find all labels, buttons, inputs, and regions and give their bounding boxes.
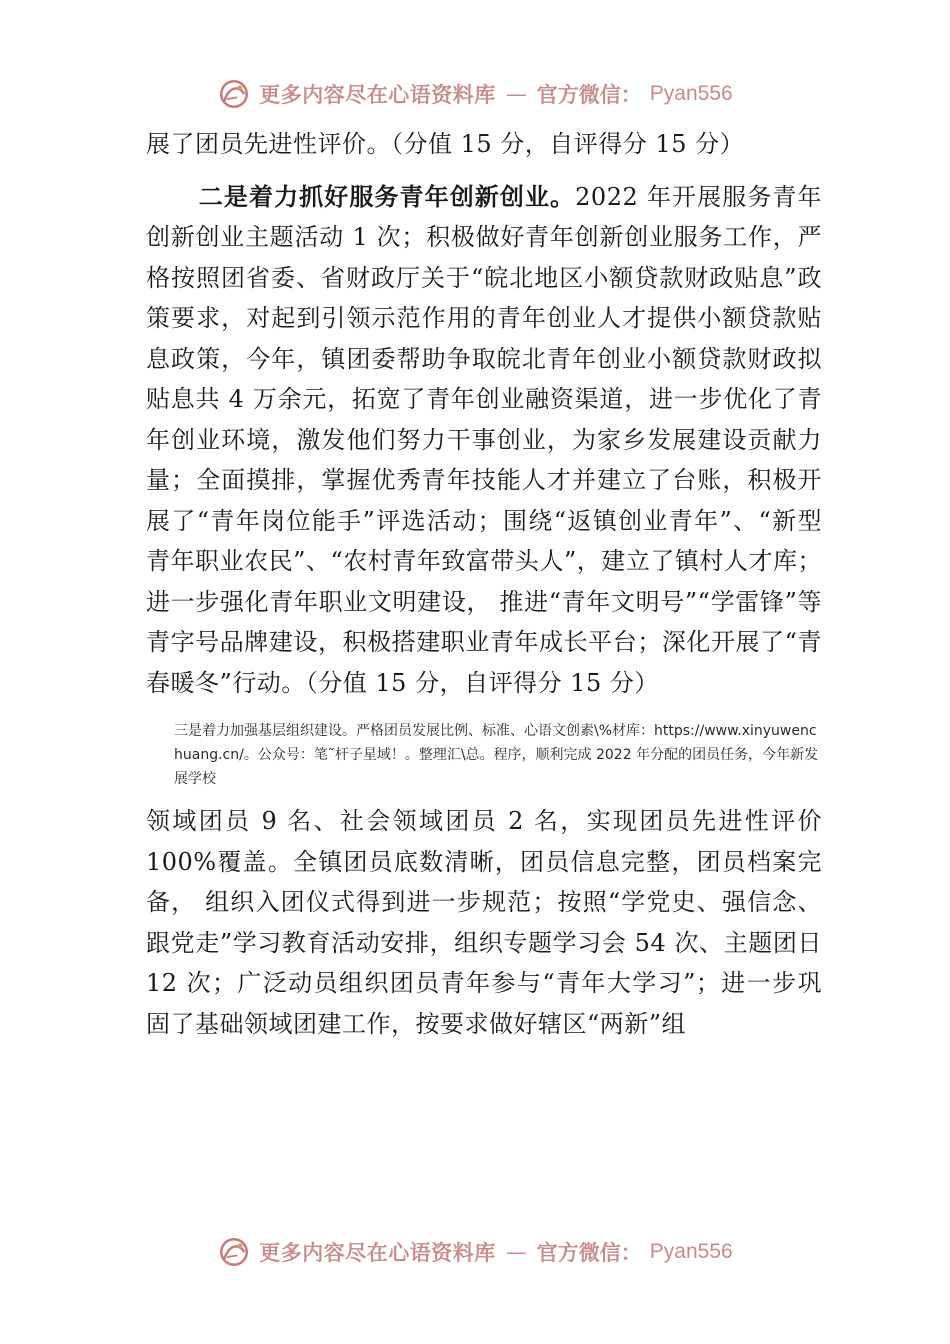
paragraph-2-lead: 二是着力抓好服务青年创新创业。 [198, 181, 576, 211]
document-body [146, 124, 822, 1044]
paragraph-3: 领域团员 9 名、社会领域团员 2 名，实现团员先进性评价 100%覆盖。全镇团员底数清晰，团员信息完整，团员档案完备， 组织入团仪式得到进一步规范；按照“学党史、强信念、跟党走”学习教育活动安排，组织专题学习会 54 次、主题团日 12 次；广泛动员组织团员青年参与“青年大学习”；进一步巩固了基础领域团建工作，按要求做好辖区“两新”组 [146, 807, 822, 1038]
watermark-wechat-id: Pyan556 [649, 82, 733, 105]
watermark-dash: — [505, 1240, 527, 1264]
paragraph-2-body: 2022 年开展服务青年创新创业主题活动 1 次；积极做好青年创新创业服务工作，严格按照团省委、省财政厅关于“皖北地区小额贷款财政贴息”政策要求，对起到引领示范作用的青年创业人才提供小额贷款贴息政策，今年，镇团委帮助争取皖北青年创业小额贷款财政拟贴息共 4 万余元，拓宽了青年创业融资渠道，进一步优化了青年创业环境，激发他们努力干事创业，为家乡发展建设贡献力量；全面摸排，掌握优秀青年技能人才并建立了台账，积极开展了“青年岗位能手”评选活动；围绕“返镇创业青年”、“新型青年职业农民”、“农村青年致富带头人”，建立了镇村人才库；进一步强化青年职业文明建设， 推进“青年文明号”“学雷锋”等青字号品牌建设，积极搭建职业青年成长平台；深化开展了“青春暖冬”行动。（分值 15 分，自评得分 15 分） [146, 182, 822, 697]
small-print-paragraph [146, 719, 822, 791]
brand-logo-icon [217, 77, 251, 111]
watermark-brand-text: 更多内容尽在心语资料库 [259, 83, 496, 107]
small-print-text: 三是着力加强基层组织建设。严格团员发展比例、标准、心语文创素\%材库：https://www.xinyuwenchuang.cn/。公众号：笔˜杆子星域！。整理汇\总。程序，顺利完成 2022 年分配的团员任务，今年新发展学校 [174, 723, 819, 787]
watermark-official-label: 官方微信： [536, 1241, 642, 1265]
header-watermark [0, 72, 950, 116]
brand-logo-icon [217, 1235, 251, 1269]
watermark-dash: — [505, 82, 527, 106]
watermark-brand-text: 更多内容尽在心语资料库 [259, 1241, 496, 1265]
watermark-wechat-id: Pyan556 [649, 1240, 733, 1263]
footer-watermark [0, 1230, 950, 1274]
paragraph-2 [146, 177, 822, 704]
paragraph-1: 展了团员先进性评价。（分值 15 分，自评得分 15 分） [146, 130, 745, 158]
watermark-official-label: 官方微信： [536, 83, 642, 107]
